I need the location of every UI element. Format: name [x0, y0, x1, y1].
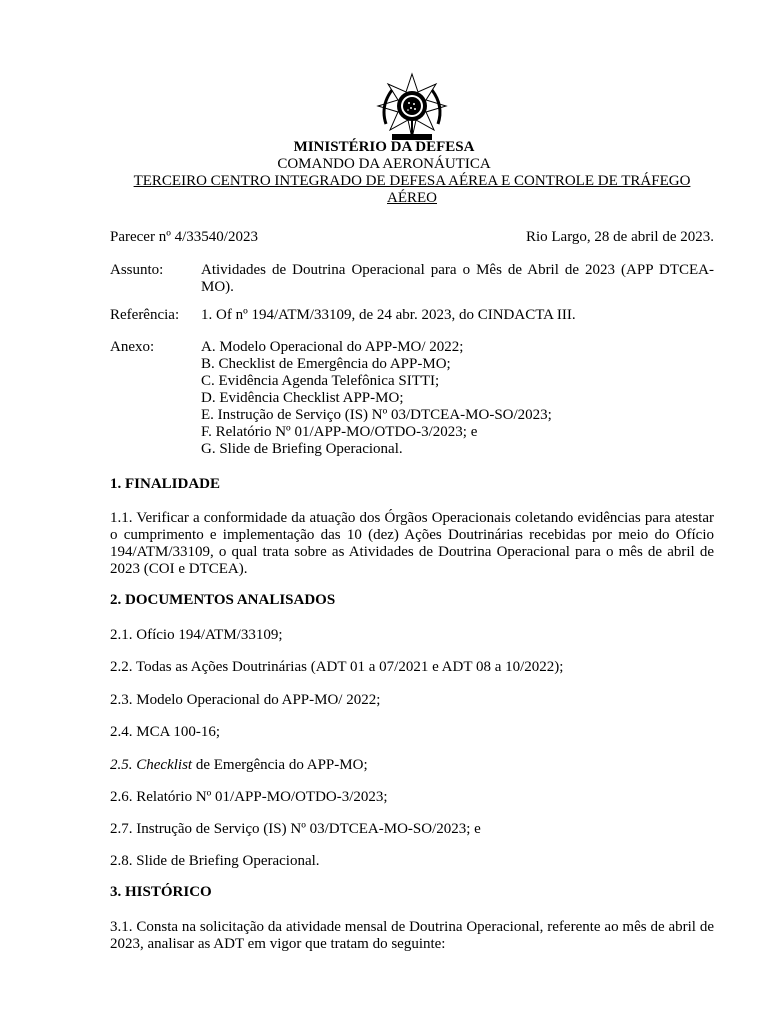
brazil-coat-of-arms-emblem — [372, 72, 452, 144]
parecer-number: Parecer nº 4/33540/2023 — [110, 229, 258, 245]
section-1-title: 1. FINALIDADE — [110, 476, 221, 492]
place-date: Rio Largo, 28 de abril de 2023. — [525, 229, 714, 245]
anexo-label: Anexo: — [110, 339, 155, 355]
referencia-label: Referência: — [110, 307, 180, 323]
document-item: 2.3. Modelo Operacional do APP-MO/ 2022; — [110, 692, 381, 708]
section-2-title: 2. DOCUMENTOS ANALISADOS — [110, 592, 336, 608]
section-3-paragraph: 3.1. Consta na solicitação da atividade mensal de Doutrina Operacional, referente ao mês de abril de 2023, analisar as ADT em vigor que tratam do seguinte: — [110, 919, 714, 952]
anexo-item: D. Evidência Checklist APP-MO; — [201, 390, 404, 406]
document-item-rest: de Emergência do APP-MO; — [192, 757, 368, 773]
document-item: 2.7. Instrução de Serviço (IS) Nº 03/DTCEA-MO-SO/2023; e — [110, 821, 481, 837]
anexo-list — [201, 339, 714, 458]
assunto-text: Atividades de Doutrina Operacional para o Mês de Abril de 2023 (APP DTCEA-MO). — [201, 262, 714, 295]
document-item: 2.4. MCA 100-16; — [110, 724, 221, 740]
anexo-item: C. Evidência Agenda Telefônica SITTI; — [201, 373, 440, 389]
header-ministry: MINISTÉRIO DA DEFESA — [293, 139, 475, 155]
section-3-title: 3. HISTÓRICO — [110, 884, 212, 900]
anexo-item: E. Instrução de Serviço (IS) Nº 03/DTCEA-MO-SO/2023; — [201, 407, 552, 423]
document-item: 2.6. Relatório Nº 01/APP-MO/OTDO-3/2023; — [110, 789, 388, 805]
anexo-item: A. Modelo Operacional do APP-MO/ 2022; — [201, 339, 464, 355]
anexo-item: F. Relatório Nº 01/APP-MO/OTDO-3/2023; e — [201, 424, 478, 440]
document-item — [110, 757, 714, 774]
referencia-text: 1. Of nº 194/ATM/33109, de 24 abr. 2023, do CINDACTA III. — [201, 307, 576, 323]
document-item: 2.2. Todas as Ações Doutrinárias (ADT 01 a 07/2021 e ADT 08 a 10/2022); — [110, 659, 564, 675]
header-center: TERCEIRO CENTRO INTEGRADO DE DEFESA AÉREA E CONTROLE DE TRÁFEGO AÉREO — [133, 173, 691, 206]
document-item-italic: 2.5. Checklist — [110, 757, 193, 773]
anexo-item: B. Checklist de Emergência do APP-MO; — [201, 356, 451, 372]
document-item: 2.8. Slide de Briefing Operacional. — [110, 853, 320, 869]
assunto-label: Assunto: — [110, 262, 164, 278]
section-1-paragraph: 1.1. Verificar a conformidade da atuação dos Órgãos Operacionais coletando evidências para atestar o cumprimento e implementação das 10 (dez) Ações Doutrinárias recebidas por meio do Ofício 194/ATM/33109, o qual trata sobre as Atividades de Doutrina Operacional para o mês de abril de 2023 (COI e DTCEA). — [110, 510, 714, 577]
anexo-item: G. Slide de Briefing Operacional. — [201, 441, 403, 457]
document-item: 2.1. Ofício 194/ATM/33109; — [110, 627, 283, 643]
header-command: COMANDO DA AERONÁUTICA — [277, 156, 491, 172]
